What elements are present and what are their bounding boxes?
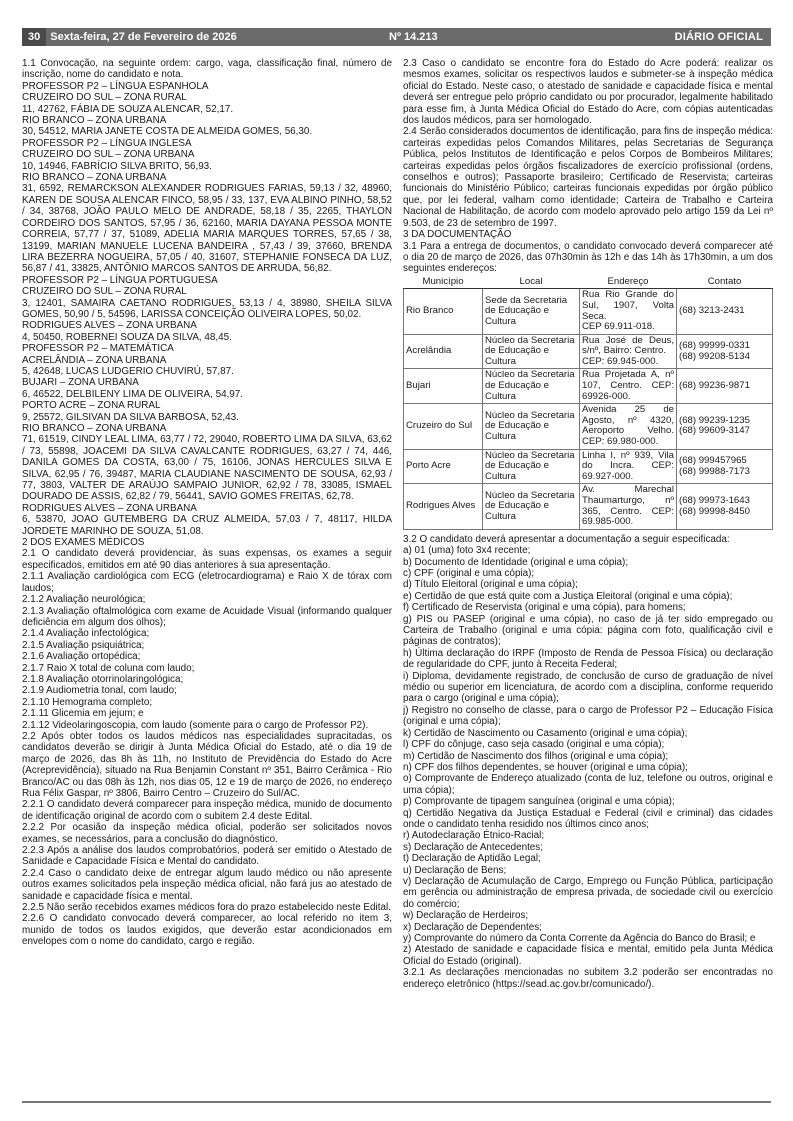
phone-number: (68) 99609-3147 — [679, 425, 750, 437]
paragraph: 2.1 O candidato deverá providenciar, às suas expensas, os exames a seguir especificados, emitidos em até 90 dias anteriores à sua apresentação. — [22, 548, 392, 571]
column-header: Endereço — [580, 276, 677, 289]
publication-title: DIÁRIO OFICIAL — [674, 31, 763, 43]
page-header — [22, 28, 771, 46]
cell-endereco — [580, 334, 677, 369]
paragraph: 3, 12401, SAMAIRA CAETANO RODRIGUES, 53,13 / 4, 38980, SHEILA SILVA GOMES, 50,90 / 5, 54596, LARISSA CONCEIÇÃO OLIVEIRA LOPES, 50,02. — [22, 297, 392, 320]
paragraph: 2 DOS EXAMES MÉDICOS — [22, 537, 145, 549]
table-header-row — [404, 276, 773, 289]
paragraph: PROFESSOR P2 – LÍNGUA ESPANHOLA — [22, 80, 209, 92]
paragraph: 3 DA DOCUMENTAÇÃO — [403, 229, 512, 241]
paragraph: 2.4 Serão considerados documentos de identificação, para fins de inspeção médica: carteiras expedidas pelos Comandos Militares, pelas Secretarias de Segurança Pública, pelos Institutos de Identificação e pelos Corpos de Bombeiros Militares; carteiras expedidas pelos órgãos fiscalizadores de exercício profissional (ordens, conselhos e outros); Passaporte brasileiro; Certificado de Reservista; carteiras funcionais do Ministério Público; carteiras funcionais expedidas por órgão público que, por lei federal, valham como identidade; Carteira de Trabalho e Carteira Nacional de Habilitação, de acordo com modelo aprovado pelo artigo 159 da Lei nº 9.503, de 23 de setembro de 1997. — [403, 126, 773, 229]
issue-date: Sexta-feira, 27 de Fevereiro de 2026 — [50, 31, 237, 43]
cell-endereco — [580, 449, 677, 484]
phone-number: (68) 99208-5134 — [679, 350, 750, 362]
cell-endereco — [580, 289, 677, 334]
cell-local: Núcleo da Secretaria de Educação e Cultura — [483, 334, 580, 369]
paragraph: 30, 54512, MARIA JANETE COSTA DE ALMEIDA GOMES, 56,30. — [22, 126, 313, 138]
paragraph: 2.2.3 Após a análise dos laudos comprobatórios, poderá ser emitido o Atestado de Sanidade e Capacidade Física e Mental do candidato. — [22, 845, 392, 868]
address-line: Linha I, nº 939, Vila do Incra. CEP: 69.927-000. — [582, 449, 674, 482]
page-number: 30 — [22, 28, 46, 46]
cell-municipio: Acrelândia — [404, 334, 483, 369]
paragraph: 2.1.12 Videolaringoscopia, com laudo (somente para o cargo de Professor P2). — [22, 719, 369, 731]
paragraph: n) CPF dos filhos dependentes, se houver (original e uma cópia); — [403, 761, 688, 773]
table-row — [404, 369, 773, 404]
phone-number: (68) 999457965 — [679, 454, 747, 466]
paragraph: 5, 42648, LUCAS LUDGERIO CHUVIRÚ, 57,87. — [22, 365, 234, 377]
phone-number: (68) 99988-7173 — [679, 465, 750, 477]
cell-endereco — [580, 404, 677, 449]
paragraph: c) CPF (original e uma cópia); — [403, 568, 535, 579]
cell-contato — [677, 334, 773, 369]
paragraph: k) Certidão de Nascimento ou Casamento (original e uma cópia); — [403, 727, 688, 739]
address-line: Av. Marechal Thaumarturgo, nº 365, Centro. CEP: 69.985-000. — [582, 484, 674, 528]
cell-municipio: Rodrigues Alves — [404, 484, 483, 529]
cell-local: Núcleo da Secretaria de Educação e Cultura — [483, 369, 580, 404]
cell-contato — [677, 369, 773, 404]
paragraph: CRUZEIRO DO SUL – ZONA URBANA — [22, 149, 195, 161]
phone-number: (68) 99999-0331 — [679, 339, 750, 351]
paragraph: 2.2 Após obter todos os laudos médicos nas especialidades supracitadas, os candidatos deverão se dirigir à Junta Médica Oficial do Estado, até o dia 19 de março de 2026, das 8h às 11h, no Instituto de Previdência do Estado do Acre (Acreprevidência), situado na Rua Benjamin Constant nº 351, Bairro Cerâmica - Rio Branco/AC ou das 08h às 12h, nos dias 05, 12 e 19 de março de 2026, no endereço Rua Félix Gaspar, nº 3806, Bairro Centro – Cruzeiro do Sul/AC. — [22, 730, 392, 799]
cell-local: Núcleo da Secretaria de Educação e Cultura — [483, 449, 580, 484]
address-line: Avenida 25 de Agosto, nº 4320, Aeroporto Velho. CEP: 69.980-000. — [582, 404, 674, 448]
paragraph: e) Certidão de que está quite com a Justiça Eleitoral (original e uma cópia); — [403, 590, 733, 602]
paragraph: BUJARI – ZONA URBANA — [22, 377, 139, 389]
phone-number: (68) 99236-9871 — [679, 380, 750, 392]
paragraph: i) Diploma, devidamente registrado, de conclusão de curso de graduação de nível médio ou superior em licenciatura, de acordo com a disciplina, conforme requerido para o cargo (original e uma cópia); — [403, 670, 773, 705]
cell-contato — [677, 289, 773, 334]
cell-local: Sede da Secretaria de Educação e Cultura — [483, 289, 580, 334]
paragraph: 2.1.2 Avaliação neurológica; — [22, 594, 146, 606]
paragraph: 2.1.10 Hemograma completo; — [22, 696, 153, 708]
paragraph: h) Última declaração do IRPF (Imposto de Renda de Pessoa Física) ou declaração de regularidade do CPF, junto à Receita Federal; — [403, 647, 773, 671]
paragraph: RODRIGUES ALVES – ZONA URBANA — [22, 502, 197, 514]
cell-local: Núcleo da Secretaria de Educação e Cultura — [483, 484, 580, 529]
paragraph: 2.2.1 O candidato deverá comparecer para inspeção médica, munido de documento de identificação original de acordo com o subitem 2.4 deste Edital. — [22, 799, 392, 822]
paragraph: 2.1.7 Raio X total de coluna com laudo; — [22, 662, 195, 674]
address-line: CEP 69.911-018. — [582, 321, 655, 333]
paragraph: 2.2.2 Por ocasião da inspeção médica oficial, poderão ser solicitados novos exames, se necessários, para a conclusão do diagnóstico. — [22, 822, 392, 845]
paragraph: m) Certidão de Nascimento dos filhos (original e uma cópia); — [403, 750, 669, 762]
paragraph: 4, 50450, ROBERNEI SOUZA DA SILVA, 48,45. — [22, 331, 232, 343]
right-column-top — [403, 58, 773, 275]
paragraph: RODRIGUES ALVES – ZONA URBANA — [22, 320, 197, 332]
paragraph: 6, 46522, DELBILENY LIMA DE OLIVEIRA, 54,97. — [22, 388, 244, 400]
paragraph: b) Documento de Identidade (original e uma cópia); — [403, 556, 629, 568]
paragraph: RIO BRANCO – ZONA URBANA — [22, 115, 167, 127]
phone-number: (68) 3213-2431 — [679, 305, 745, 317]
paragraph: s) Declaração de Antecedentes; — [403, 841, 543, 853]
table-row — [404, 289, 773, 334]
paragraph: u) Declaração de Bens; — [403, 864, 507, 876]
paragraph: PROFESSOR P2 – MATEMÁTICA — [22, 343, 174, 355]
paragraph: z) Atestado de sanidade e capacidade física e mental, emitido pela Junta Médica Oficial do Estado (original). — [403, 944, 773, 967]
paragraph: RIO BRANCO – ZONA URBANA — [22, 172, 167, 184]
cell-contato — [677, 449, 773, 484]
paragraph: 2.2.4 Caso o candidato deixe de entregar algum laudo médico ou não apresente outros exames solicitados pela inspeção médica oficial, não fará jus ao atestado de sanidade e capacidade física e mental. — [22, 867, 392, 902]
cell-local: Núcleo da Secretaria de Educação e Cultura — [483, 404, 580, 449]
paragraph: ACRELÂNDIA – ZONA URBANA — [22, 354, 167, 366]
paragraph: 3.2.1 As declarações mencionadas no subitem 3.2 poderão ser encontradas no endereço eletrônico (https://sead.ac.gov.br/comunicado/). — [403, 967, 773, 990]
right-column-bottom — [403, 534, 773, 990]
paragraph: d) Título Eleitoral (original e uma cópia); — [403, 579, 578, 591]
address-line: CEP: 69.945-000. — [582, 355, 659, 367]
paragraph: j) Registro no conselho de classe, para o cargo de Professor P2 – Educação Física (original e uma cópia); — [403, 704, 773, 728]
phone-number: (68) 99998-8450 — [679, 505, 750, 517]
paragraph: y) Comprovante do número da Conta Corrente da Agência do Banco do Brasil; e — [403, 933, 756, 944]
paragraph: r) Autodeclaração Étnico-Racial; — [403, 830, 545, 842]
paragraph: p) Comprovante de tipagem sanguínea (original e uma cópia); — [403, 796, 675, 808]
paragraph: PROFESSOR P2 – LÍNGUA PORTUGUESA — [22, 274, 218, 286]
cell-municipio: Bujari — [404, 369, 483, 404]
cell-contato — [677, 404, 773, 449]
paragraph: PROFESSOR P2 – LÍNGUA INGLESA — [22, 137, 192, 149]
paragraph: 2.2.6 O candidato convocado deverá comparecer, ao local referido no item 3, munido de todos os laudos exigidos, que deverão estar acondicionados em envelopes com o nome do candidato, cargo e região. — [22, 913, 392, 948]
paragraph: 2.1.5 Avaliação psiquiátrica; — [22, 639, 145, 651]
paragraph: 31, 6592, REMARCKSON ALEXANDER RODRIGUES FARIAS, 59,13 / 32, 48960, KAREN DE SOUSA ALENCAR FINCO, 58,95 / 33, 137, EVA ALBINO PINHO, 58,52 / 34, 38768, JOÃO PAULO MELO DE ANDRADE, 58,18 / 35, 2265, THAYLON CORDEIRO DOS SANTOS, 57,95 / 36, 62160, MARIA DAYANA PESSOA MONTE CORREIA, 57,77 / 37, 51089, ADELIA MARIA MARQUES TORRES, 57,65 / 38, 13199, MARIAN MANUELE LUCENA BANDEIRA , 57,43 / 39, 37660, BRENDA LIRA BEZERRA NOGUEIRA, 57,05 / 40, 31607, STEPHANIE FONSECA DA LUZ, 56,87 / 41, 33825, ANTÔNIO MARCOS SANTOS DE ARRUDA, 56,82. — [22, 183, 392, 275]
paragraph: w) Declaração de Herdeiros; — [403, 910, 529, 922]
left-column — [22, 58, 392, 1098]
address-line: Rua José de Deus, s/nº, Bairro: Centro. — [582, 334, 674, 357]
paragraph: 3.1 Para a entrega de documentos, o candidato convocado deverá comparecer até o dia 20 de março de 2026, das 07h30min às 12h e das 14h às 17h30min, a um dos seguintes endereços: — [403, 240, 773, 275]
phone-number: (68) 99239-1235 — [679, 414, 750, 426]
paragraph: x) Declaração de Dependentes; — [403, 921, 542, 933]
paragraph: CRUZEIRO DO SUL – ZONA RURAL — [22, 92, 187, 104]
paragraph: o) Comprovante de Endereço atualizado (conta de luz, telefone ou outros, original e uma cópia); — [403, 773, 773, 796]
column-header: Local — [483, 276, 580, 289]
paragraph: g) PIS ou PASEP (original e uma cópia), no caso de já ter sido empregado ou Carteira de Trabalho (original e uma cópia: página com foto, qualificação civil e páginas de contratos); — [403, 613, 773, 648]
cell-endereco — [580, 484, 677, 529]
paragraph: 2.1.1 Avaliação cardiológica com ECG (eletrocardiograma) e Raio X de tórax com laudos; — [22, 571, 392, 594]
paragraph: 6, 53870, JOAO GUTEMBERG DA CRUZ ALMEIDA, 57,03 / 7, 48117, HILDA JORDETE MARINHO DE SOUZA, 51,08. — [22, 514, 392, 537]
column-header: Contato — [677, 276, 773, 289]
paragraph: 2.1.11 Glicemia em jejum; e — [22, 708, 144, 720]
paragraph: 1.1 Convocação, na seguinte ordem: cargo, vaga, classificação final, número de inscrição, nome do candidato e nota. — [22, 58, 392, 81]
paragraph: 2.1.8 Avaliação otorrinolaringológica; — [22, 673, 184, 685]
table-row — [404, 404, 773, 449]
table-row — [404, 449, 773, 484]
paragraph: a) 01 (uma) foto 3x4 recente; — [403, 545, 531, 557]
paragraph: 2.2.5 Não serão recebidos exames médicos fora do prazo estabelecido neste Edital. — [22, 902, 391, 914]
paragraph: RIO BRANCO – ZONA URBANA — [22, 423, 167, 434]
cell-contato — [677, 484, 773, 529]
issue-number: Nº 14.213 — [389, 31, 438, 43]
cell-municipio: Rio Branco — [404, 289, 483, 334]
paragraph: 3.2 O candidato deverá apresentar a documentação a seguir especificada: — [403, 533, 730, 545]
cell-municipio: Cruzeiro do Sul — [404, 404, 483, 449]
table-row — [404, 484, 773, 529]
right-column — [403, 58, 773, 1098]
paragraph: l) CPF do cônjuge, caso seja casado (original e uma cópia); — [403, 739, 665, 751]
paragraph: 9, 25572, GILSIVAN DA SILVA BARBOSA, 52,43. — [22, 411, 239, 423]
cell-municipio: Porto Acre — [404, 449, 483, 484]
column-header: Município — [404, 276, 483, 289]
paragraph: f) Certificado de Reservista (original e uma cópia), para homens; — [403, 602, 686, 614]
paragraph: 2.1.4 Avaliação infectológica; — [22, 628, 150, 640]
paragraph: v) Declaração de Acumulação de Cargo, Emprego ou Função Pública, participação em gerência ou administração de empresa privada, de sociedade civil ou exercício do comércio; — [403, 875, 773, 910]
phone-number: (68) 99973-1643 — [679, 495, 750, 506]
paragraph: 71, 61519, CINDY LEAL LIMA, 63,77 / 72, 29040, ROBERTO LIMA DA SILVA, 63,62 / 73, 55898, JOACEMI DA SILVA CAVALCANTE RODRIGUES, 63,27 / 74, 446, DANILA GOMES DA COSTA, 63,00 / 75, 16106, JONAS HERCULES SILVA E SILVA, 62,95 / 76, 39487, MARIA CLAUDIANE NASCIMENTO DE SOUSA, 62,93 / 77, 3803, VALTER DE ARAÚJO SAMPAIO JUNIOR, 62,92 / 78, 33085, ISMAEL DOURADO DE ASSIS, 62,82 / 79, 56441, SAVIO GOMES FREITAS, 62,78. — [22, 434, 392, 503]
cell-endereco — [580, 369, 677, 404]
address-line: Rua Projetada A, nº 107, Centro. CEP: 69926-000. — [582, 369, 674, 402]
paragraph: 2.1.3 Avaliação oftalmológica com exame de Acuidade Visual (informando qualquer deficiência em algum dos olhos); — [22, 605, 392, 628]
paragraph: t) Declaração de Aptidão Legal; — [403, 853, 541, 865]
paragraph: 10, 14946, FABRÍCIO SILVA BRITO, 56,93. — [22, 160, 212, 172]
table-row — [404, 334, 773, 369]
footer-divider — [22, 1101, 771, 1103]
paragraph: 2.1.9 Audiometria tonal, com laudo; — [22, 685, 177, 697]
paragraph: 2.1.6 Avaliação ortopédica; — [22, 651, 141, 663]
paragraph: 11, 42762, FÁBIA DE SOUZA ALENCAR, 52,17. — [22, 103, 234, 115]
paragraph: PORTO ACRE – ZONA RURAL — [22, 400, 161, 412]
paragraph: q) Certidão Negativa da Justiça Estadual e Federal (civil e criminal) das cidades onde o candidato tenha residido nos últimos cinco anos; — [403, 807, 773, 830]
paragraph: CRUZEIRO DO SUL – ZONA RURAL — [22, 286, 187, 298]
address-line: Rua Rio Grande do Sul, 1907, Volta Seca. — [582, 289, 674, 322]
paragraph: 2.3 Caso o candidato se encontre fora do Estado do Acre poderá: realizar os mesmos exames, solicitar os respectivos laudos e submeter-se à inspeção médica oficial do Estado. Neste caso, o atestado de sanidade e capacidade física e mental deverá ser entregue pelo próprio candidato ou por procurador, legalmente habilitado para esse fim, à Junta Médica Oficial do Estado do Acre, com cópias autenticadas dos laudos médicos, para ser homologado. — [403, 58, 773, 127]
address-table — [403, 276, 773, 530]
